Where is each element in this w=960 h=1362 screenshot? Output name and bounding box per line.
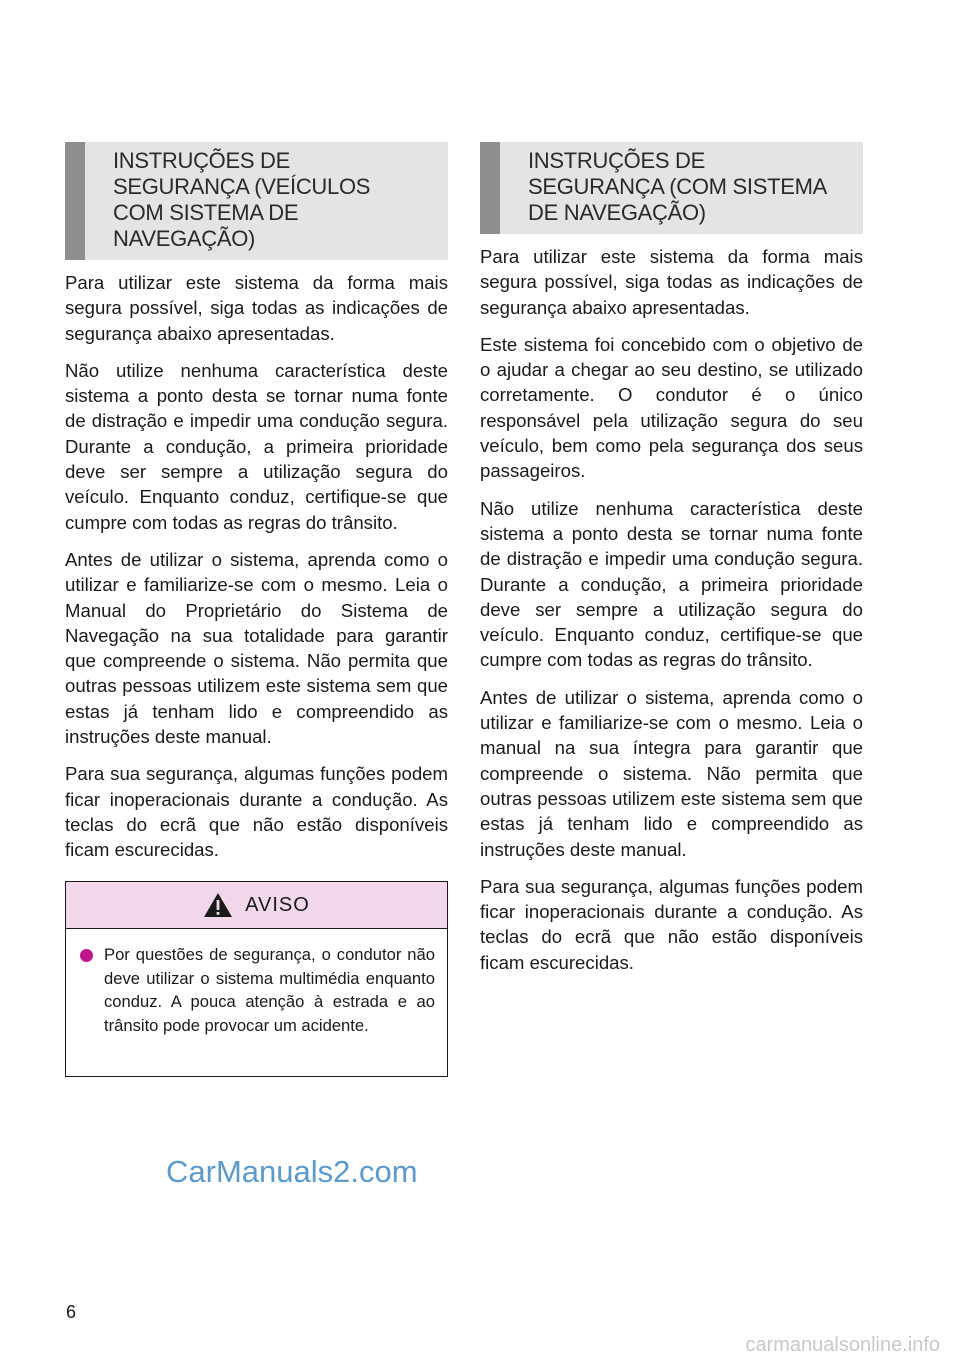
right-section-title (528, 148, 851, 226)
header-accent-bar (480, 142, 500, 234)
page-number: 6 (66, 1302, 77, 1322)
left-column (65, 142, 448, 863)
warning-box (65, 881, 448, 1077)
right-column (480, 142, 863, 975)
paragraph: Este sistema foi concebido com o objetivo de o ajudar a chegar ao seu destino, se utilizado corretamente. O condutor é o único responsável pela utilização segura do seu veículo, bem como pela segurança dos seus passageiros. (480, 333, 863, 482)
paragraph: Para sua segurança, algumas funções podem ficar inoperacionais durante a condução. As teclas do ecrã que não estão disponíveis ficam escurecidas. (65, 763, 448, 861)
warning-triangle-icon (203, 892, 233, 918)
bullet-icon (80, 949, 93, 962)
title-line: COM SISTEMA DE (113, 200, 299, 225)
title-line: DE NAVEGAÇÃO) (528, 200, 706, 225)
title-line: SEGURANÇA (VEÍCULOS (113, 174, 371, 199)
footer-watermark: carmanualsonline.info (745, 1334, 940, 1356)
paragraph: Para sua segurança, algumas funções podem ficar inoperacionais durante a condução. As teclas do ecrã que não estão disponíveis ficam escurecidas. (480, 875, 863, 973)
paragraph: Antes de utilizar o sistema, aprenda como o utilizar e familiarize-se com o mesmo. Leia o Manual do Proprietário do Sistema de Navegação na sua totalidade para garantir que compreende o sistema. Não permita que outras pessoas utilizem este sistema sem que estas já tenham lido e compreendido as instruções deste manual. (65, 548, 448, 748)
title-line: SEGURANÇA (COM SISTEMA (528, 174, 827, 199)
title-line: INSTRUÇÕES DE (113, 148, 291, 173)
title-line: NAVEGAÇÃO) (113, 226, 256, 251)
title-line: INSTRUÇÕES DE (528, 148, 706, 173)
right-section-header (480, 142, 863, 234)
warning-body (66, 929, 447, 1037)
watermark-link[interactable]: CarManuals2.com (166, 1154, 418, 1189)
paragraph: Para utilizar este sistema da forma mais segura possível, siga todas as indicações de segurança abaixo apresentadas. (65, 272, 448, 344)
paragraph: Antes de utilizar o sistema, aprenda como o utilizar e familiarize-se com o mesmo. Leia o manual na sua íntegra para garantir que compreende o sistema. Não permita que outras pessoas utilizem este sistema sem que estas já tenham lido e compreendido as instruções deste manual. (480, 686, 863, 860)
left-section-header (65, 142, 448, 260)
warning-header (66, 882, 447, 929)
warning-label: AVISO (245, 893, 310, 916)
left-section-title (113, 148, 436, 252)
warning-text: Por questões de segurança, o condutor não deve utilizar o sistema multimédia enquanto conduz. A pouca atenção à estrada e ao trânsito pode provocar um acidente. (104, 945, 435, 1035)
header-accent-bar (65, 142, 85, 260)
paragraph: Não utilize nenhuma característica deste sistema a ponto desta se tornar numa fonte de distração e impedir uma condução segura. Durante a condução, a primeira prioridade deve ser sempre a utilização segura do veículo. Enquanto conduz, certifique-se que cumpre com todas as regras do trânsito. (65, 359, 448, 533)
paragraph: Não utilize nenhuma característica deste sistema a ponto desta se tornar numa fonte de distração e impedir uma condução segura. Durante a condução, a primeira prioridade deve ser sempre a utilização segura do veículo. Enquanto conduz, certifique-se que cumpre com todas as regras do trânsito. (480, 497, 863, 671)
paragraph: Para utilizar este sistema da forma mais segura possível, siga todas as indicações de segurança abaixo apresentadas. (480, 246, 863, 318)
